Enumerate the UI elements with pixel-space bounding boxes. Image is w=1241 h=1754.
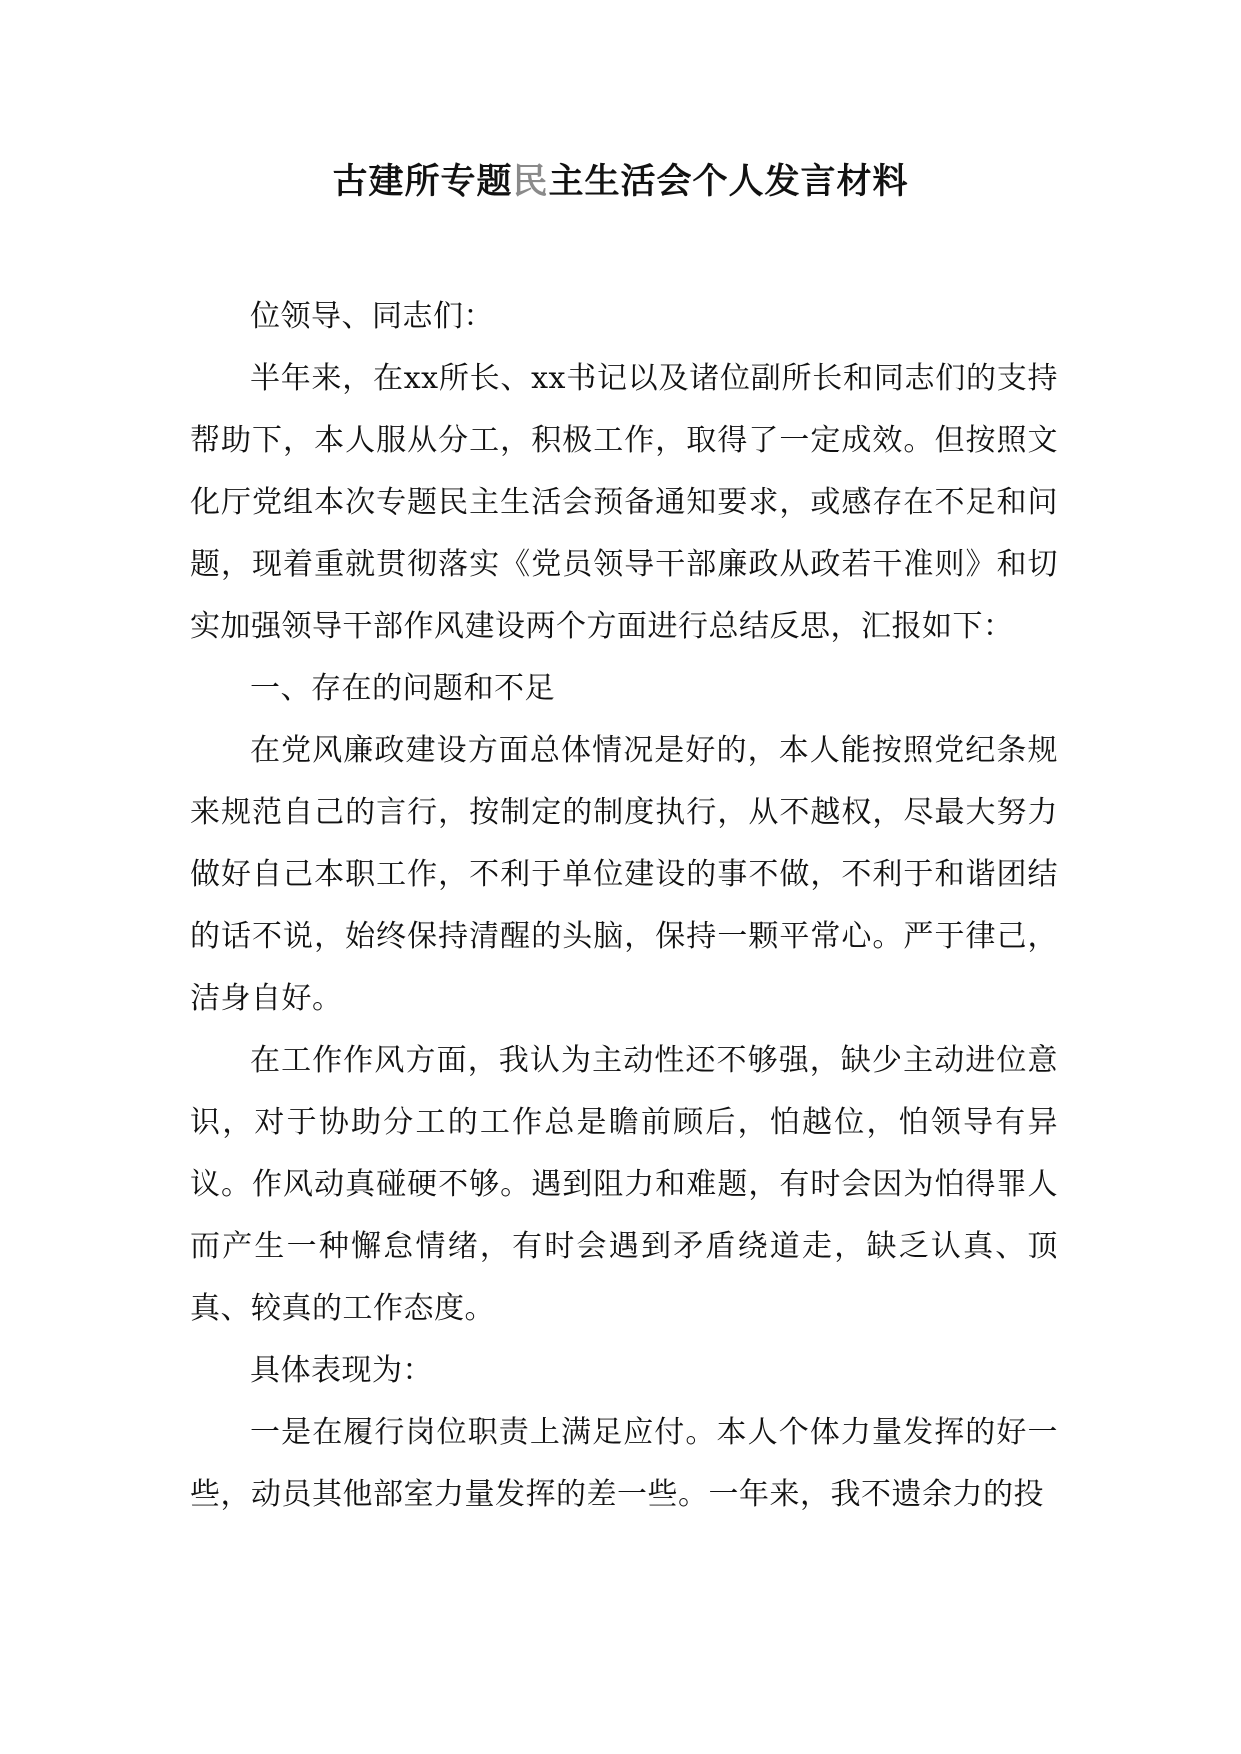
body-paragraph: 半年来，在xx所长、xx书记以及诸位副所长和同志们的支持帮助下，本人服从分工，积极工作，取得了一定成效。但按照文化厅党组本次专题民主生活会预备通知要求，或感存在不足和问题，现着重就贯彻落实《党员领导干部廉政从政若干准则》和切实加强领导干部作风建设两个方面进行总结反思，汇报如下： [190,361,1058,644]
title-faded-character: 民 [512,161,549,202]
body-paragraph: 在党风廉政建设方面总体情况是好的，本人能按照党纪条规来规范自己的言行，按制定的制度执行，从不越权，尽最大努力做好自己本职工作，不利于单位建设的事不做，不利于和谐团结的话不说，始终保持清醒的头脑，保持一颗平常心。严于律己，洁身自好。 [190,733,1058,1016]
salutation: 位领导、同志们： [250,299,494,334]
title-part-1: 古建所专题 [332,161,513,202]
body-paragraph: 一是在履行岗位职责上满足应付。本人个体力量发挥的好一些，动员其他部室力量发挥的差一些。一年来，我不遗余力的投 [190,1415,1058,1512]
body-paragraph: 具体表现为： [250,1353,433,1388]
document-body [190,286,1058,1526]
body-paragraph: 在工作作风方面，我认为主动性还不够强，缺少主动进位意识，对于协助分工的工作总是瞻前顾后，怕越位，怕领导有异议。作风动真碰硬不够。遇到阻力和难题，有时会因为怕得罪人而产生一种懈怠情绪，有时会遇到矛盾绕道走，缺乏认真、顶真、较真的工作态度。 [190,1043,1058,1326]
title-part-2: 主生活会个人发言材料 [548,161,909,202]
section-heading: 一、存在的问题和不足 [250,671,555,706]
document-title [0,158,1241,206]
